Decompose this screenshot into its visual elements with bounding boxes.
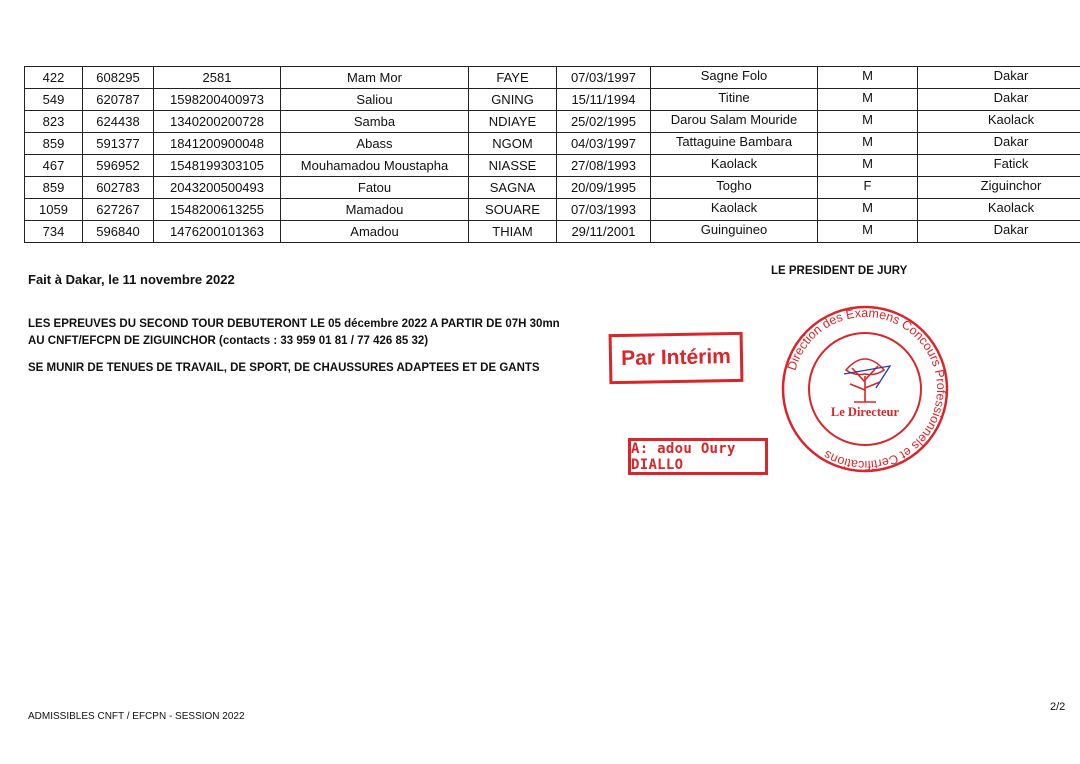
cell-centre: Dakar <box>918 221 1080 243</box>
footer-session: ADMISSIBLES CNFT / EFCPN - SESSION 2022 <box>28 711 245 722</box>
cell-cni: 1476200101363 <box>154 221 281 243</box>
table-row <box>25 199 1080 221</box>
par-interim-stamp <box>609 332 744 384</box>
cell-prenom: Fatou <box>281 177 469 199</box>
admissibles-table <box>24 66 1080 243</box>
cell-lieu-naissance: Guinguineo <box>651 221 818 243</box>
cell-lieu-naissance: Kaolack <box>651 199 818 221</box>
cell-prenom: Amadou <box>281 221 469 243</box>
table-row <box>25 177 1080 199</box>
tree-icon <box>846 359 884 402</box>
cell-numero: 422 <box>25 67 83 89</box>
cell-matricule: 627267 <box>83 199 154 221</box>
cell-prenom: Mamadou <box>281 199 469 221</box>
table-row <box>25 111 1080 133</box>
cell-prenom: Abass <box>281 133 469 155</box>
cell-prenom: Mam Mor <box>281 67 469 89</box>
cell-date-naissance: 29/11/2001 <box>557 221 651 243</box>
cell-sexe: M <box>818 133 918 155</box>
cell-centre: Dakar <box>918 133 1080 155</box>
seal-ring-text: Direction des Examens Concours Professionnels et Certifications <box>784 305 949 473</box>
table-row <box>25 133 1080 155</box>
cell-cni: 1340200200728 <box>154 111 281 133</box>
cell-centre: Kaolack <box>918 111 1080 133</box>
cell-date-naissance: 25/02/1995 <box>557 111 651 133</box>
cell-cni: 1548200613255 <box>154 199 281 221</box>
cell-sexe: M <box>818 111 918 133</box>
cell-cni: 1598200400973 <box>154 89 281 111</box>
cell-date-naissance: 07/03/1997 <box>557 67 651 89</box>
cell-lieu-naissance: Tattaguine Bambara <box>651 133 818 155</box>
cell-numero: 467 <box>25 155 83 177</box>
epreuves-line-1: LES EPREUVES DU SECOND TOUR DEBUTERONT LE 05 décembre 2022 A PARTIR DE 07H 30mn <box>28 318 560 330</box>
cell-matricule: 608295 <box>83 67 154 89</box>
cell-numero: 549 <box>25 89 83 111</box>
signatory-name-stamp <box>628 438 768 475</box>
cell-matricule: 624438 <box>83 111 154 133</box>
cell-numero: 859 <box>25 133 83 155</box>
cell-nom: FAYE <box>469 67 557 89</box>
epreuves-notice <box>28 316 560 350</box>
cell-centre: Ziguinchor <box>918 177 1080 199</box>
cell-centre: Kaolack <box>918 199 1080 221</box>
cell-numero: 734 <box>25 221 83 243</box>
cell-matricule: 596952 <box>83 155 154 177</box>
cell-date-naissance: 20/09/1995 <box>557 177 651 199</box>
table-row <box>25 89 1080 111</box>
cell-matricule: 591377 <box>83 133 154 155</box>
cell-prenom: Mouhamadou Moustapha <box>281 155 469 177</box>
seal-center-text: Le Directeur <box>830 405 900 419</box>
cell-numero: 1059 <box>25 199 83 221</box>
epreuves-line-2: AU CNFT/EFCPN DE ZIGUINCHOR (contacts : 33 959 01 81 / 77 426 85 32) <box>28 335 429 347</box>
par-interim-text: Par Intérim <box>620 345 732 370</box>
table-row <box>25 155 1080 177</box>
cell-date-naissance: 15/11/1994 <box>557 89 651 111</box>
cell-nom: NDIAYE <box>469 111 557 133</box>
cell-matricule: 602783 <box>83 177 154 199</box>
president-jury-label: LE PRESIDENT DE JURY <box>771 265 908 277</box>
cell-nom: SOUARE <box>469 199 557 221</box>
cell-numero: 823 <box>25 111 83 133</box>
cell-lieu-naissance: Titine <box>651 89 818 111</box>
cell-prenom: Saliou <box>281 89 469 111</box>
table-row <box>25 67 1080 89</box>
cell-cni: 1548199303105 <box>154 155 281 177</box>
cell-nom: NIASSE <box>469 155 557 177</box>
cell-date-naissance: 04/03/1997 <box>557 133 651 155</box>
cell-lieu-naissance: Sagne Folo <box>651 67 818 89</box>
cell-sexe: M <box>818 155 918 177</box>
cell-sexe: F <box>818 177 918 199</box>
cell-centre: Fatick <box>918 155 1080 177</box>
cell-centre: Dakar <box>918 67 1080 89</box>
cell-prenom: Samba <box>281 111 469 133</box>
official-seal <box>780 304 950 474</box>
cell-nom: THIAM <box>469 221 557 243</box>
cell-nom: GNING <box>469 89 557 111</box>
cell-date-naissance: 27/08/1993 <box>557 155 651 177</box>
cell-centre: Dakar <box>918 89 1080 111</box>
cell-numero: 859 <box>25 177 83 199</box>
cell-cni: 2581 <box>154 67 281 89</box>
cell-lieu-naissance: Kaolack <box>651 155 818 177</box>
table-row <box>25 221 1080 243</box>
cell-lieu-naissance: Togho <box>651 177 818 199</box>
fait-a-dakar: Fait à Dakar, le 11 novembre 2022 <box>28 272 235 287</box>
cell-cni: 1841200900048 <box>154 133 281 155</box>
cell-matricule: 596840 <box>83 221 154 243</box>
page-number: 2/2 <box>1050 701 1066 713</box>
cell-sexe: M <box>818 67 918 89</box>
cell-nom: NGOM <box>469 133 557 155</box>
equipment-notice: SE MUNIR DE TENUES DE TRAVAIL, DE SPORT, DE CHAUSSURES ADAPTEES ET DE GANTS <box>28 362 540 374</box>
cell-sexe: M <box>818 221 918 243</box>
cell-cni: 2043200500493 <box>154 177 281 199</box>
cell-lieu-naissance: Darou Salam Mouride <box>651 111 818 133</box>
cell-nom: SAGNA <box>469 177 557 199</box>
cell-matricule: 620787 <box>83 89 154 111</box>
cell-sexe: M <box>818 199 918 221</box>
cell-date-naissance: 07/03/1993 <box>557 199 651 221</box>
signatory-name-text: A: adou Oury DIALLO <box>631 440 736 473</box>
cell-sexe: M <box>818 89 918 111</box>
